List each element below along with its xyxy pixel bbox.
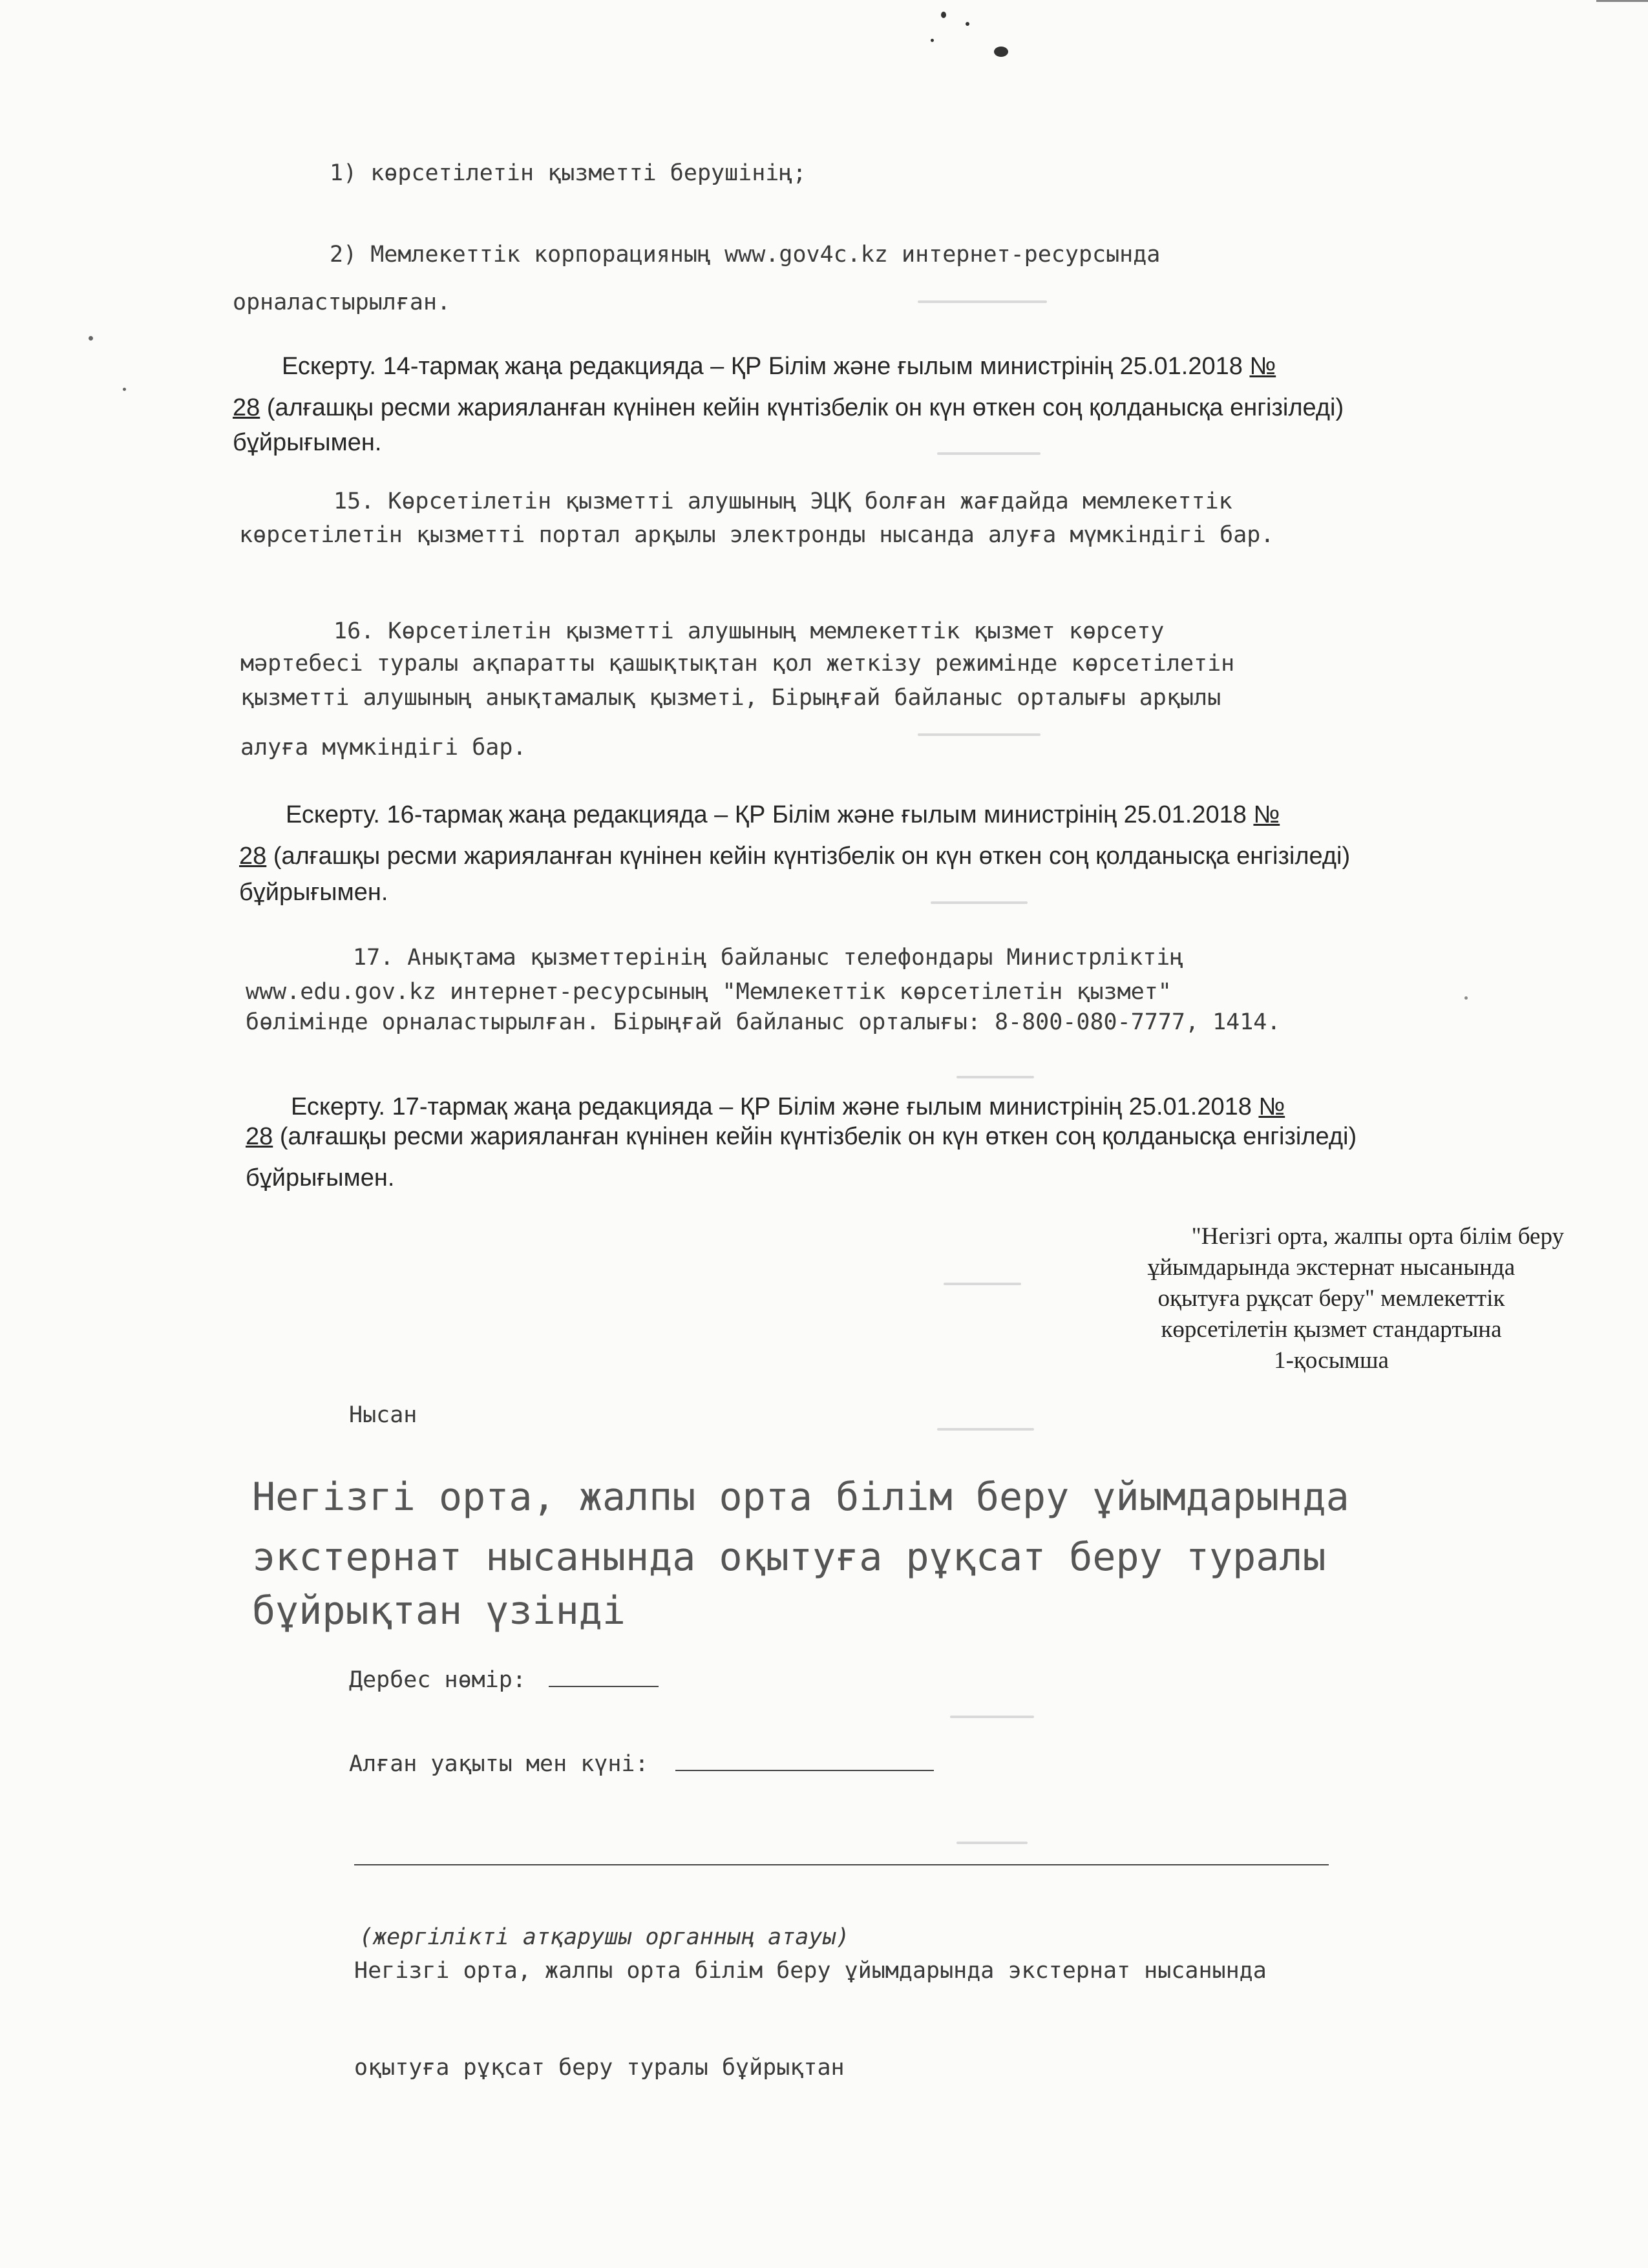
note-16: [286, 801, 1280, 829]
appendix-line: көрсетілетін қызмет стандартына: [1161, 1316, 1502, 1343]
paragraph-15-line2: көрсетілетін қызметті портал арқылы электронды нысанда алуға мүмкіндігі бар.: [239, 522, 1274, 548]
note-text: (алғашқы ресми жарияланған күнінен кейін күнтізбелік он күн өткен соң қолданысқа енгізіледі): [266, 394, 1344, 421]
scan-speck: [89, 336, 93, 341]
scan-bleed: [918, 300, 1047, 303]
form-body-line1: Негізгі орта, жалпы орта білім беру ұйымдарында экстернат нысанында: [354, 1958, 1267, 1984]
received-date-label: Алған уақыты мен күні:: [349, 1751, 649, 1777]
form-title-line3: бұйрықтан үзінді: [252, 1588, 626, 1633]
form-title-line2: экстернат нысанында оқытуға рұқсат беру туралы: [252, 1535, 1326, 1580]
note-text: (алғашқы ресми жарияланған күнінен кейін күнтізбелік он күн өткен соң қолданысқа енгізіледі): [273, 843, 1351, 870]
form-label: Нысан: [349, 1402, 417, 1428]
paragraph-15-line1: 15. Көрсетілетін қызметті алушының ЭЦҚ болған жағдайда мемлекеттік: [333, 488, 1232, 514]
note-16-line3: бұйрығымен.: [239, 879, 388, 906]
paragraph-17-line1: 17. Анықтама қызметтерінің байланыс телефондары Министрліктің: [353, 945, 1184, 971]
appendix-line: 1-қосымша: [1274, 1347, 1389, 1374]
note-17-line2: [246, 1123, 1357, 1151]
scan-speck: [123, 388, 126, 391]
paragraph-16-line2: мәртебесі туралы ақпаратты қашықтықтан қол жеткізу режимінде көрсетілетін: [240, 651, 1235, 677]
note-text: Ескерту. 17-тармақ жаңа редакцияда – ҚР Білім және ғылым министрінің 25.01.2018: [291, 1093, 1252, 1120]
paragraph-16-line4: алуға мүмкіндігі бар.: [240, 735, 527, 761]
order-link[interactable]: №: [1249, 353, 1276, 380]
note-14-line3: бұйрығымен.: [233, 429, 382, 456]
personal-number-label: Дербес нөмір:: [349, 1667, 526, 1693]
note-text: (алғашқы ресми жарияланған күнінен кейін күнтізбелік он күн өткен соң қолданысқа енгізіледі): [279, 1123, 1357, 1150]
authority-caption: (жергілікті атқарушы органның атауы): [359, 1924, 850, 1950]
scan-bleed: [956, 1842, 1028, 1844]
order-number-link[interactable]: 28: [246, 1123, 273, 1150]
note-text: Ескерту. 16-тармақ жаңа редакцияда – ҚР Білім және ғылым министрінің 25.01.2018: [286, 801, 1247, 828]
paragraph-16-line3: қызметті алушының анықтамалық қызметі, Бірыңғай байланыс орталығы арқылы: [240, 685, 1221, 711]
form-body-line2: оқытуға рұқсат беру туралы бұйрықтан: [354, 2055, 845, 2081]
paragraph-17-line2: www.edu.gov.kz интернет-ресурсының "Мемлекеттік көрсетілетін қызмет": [246, 979, 1172, 1005]
scan-bleed: [944, 1283, 1021, 1285]
note-text: Ескерту. 14-тармақ жаңа редакцияда – ҚР Білім және ғылым министрінің 25.01.2018: [282, 353, 1243, 380]
order-link[interactable]: №: [1253, 801, 1280, 828]
appendix-line: "Негізгі орта, жалпы орта білім беру: [1191, 1223, 1564, 1250]
received-date-input[interactable]: [675, 1770, 934, 1771]
scan-speck: [1464, 996, 1468, 1000]
appendix-header: [1099, 1221, 1564, 1376]
list-item-1: 1) көрсетілетін қызметті берушінің;: [330, 160, 807, 186]
scan-speck: [931, 39, 934, 42]
scan-bleed: [937, 1428, 1034, 1431]
scan-bleed: [950, 1716, 1034, 1718]
order-number-link[interactable]: 28: [239, 843, 267, 870]
scan-speck: [994, 47, 1008, 57]
appendix-line: ұйымдарында экстернат нысанында: [1147, 1254, 1516, 1281]
note-17: [291, 1093, 1285, 1121]
scan-bleed: [956, 1076, 1034, 1078]
note-16-line2: [239, 843, 1350, 870]
order-number-link[interactable]: 28: [233, 394, 260, 421]
list-item-2-line1: 2) Мемлекеттік корпорацияның www.gov4c.kz интернет-ресурсында: [330, 242, 1161, 268]
paragraph-16-line1: 16. Көрсетілетін қызметті алушының мемлекеттік қызмет көрсету: [333, 618, 1165, 644]
personal-number-field: [349, 1667, 659, 1693]
scan-bleed: [931, 901, 1028, 904]
list-item-2-line2: орналастырылған.: [233, 289, 451, 315]
scan-speck: [941, 12, 946, 18]
received-date-field: [349, 1751, 934, 1777]
scan-speck: [966, 22, 969, 26]
note-14: [282, 353, 1276, 381]
scan-edge-line: [1596, 0, 1648, 2]
appendix-line: оқытуға рұқсат беру" мемлекеттік: [1157, 1285, 1505, 1312]
note-14-line2: [233, 394, 1457, 422]
authority-name-input[interactable]: [354, 1864, 1329, 1865]
personal-number-input[interactable]: [549, 1686, 659, 1687]
paragraph-17-line3: бөлімінде орналастырылған. Бірыңғай байланыс орталығы: 8-800-080-7777, 1414.: [246, 1009, 1281, 1035]
form-title-line1: Негізгі орта, жалпы орта білім беру ұйымдарында: [252, 1475, 1349, 1520]
order-link[interactable]: №: [1258, 1093, 1285, 1120]
scan-bleed: [918, 733, 1041, 736]
scan-bleed: [937, 452, 1041, 455]
note-17-line3: бұйрығымен.: [246, 1164, 395, 1192]
